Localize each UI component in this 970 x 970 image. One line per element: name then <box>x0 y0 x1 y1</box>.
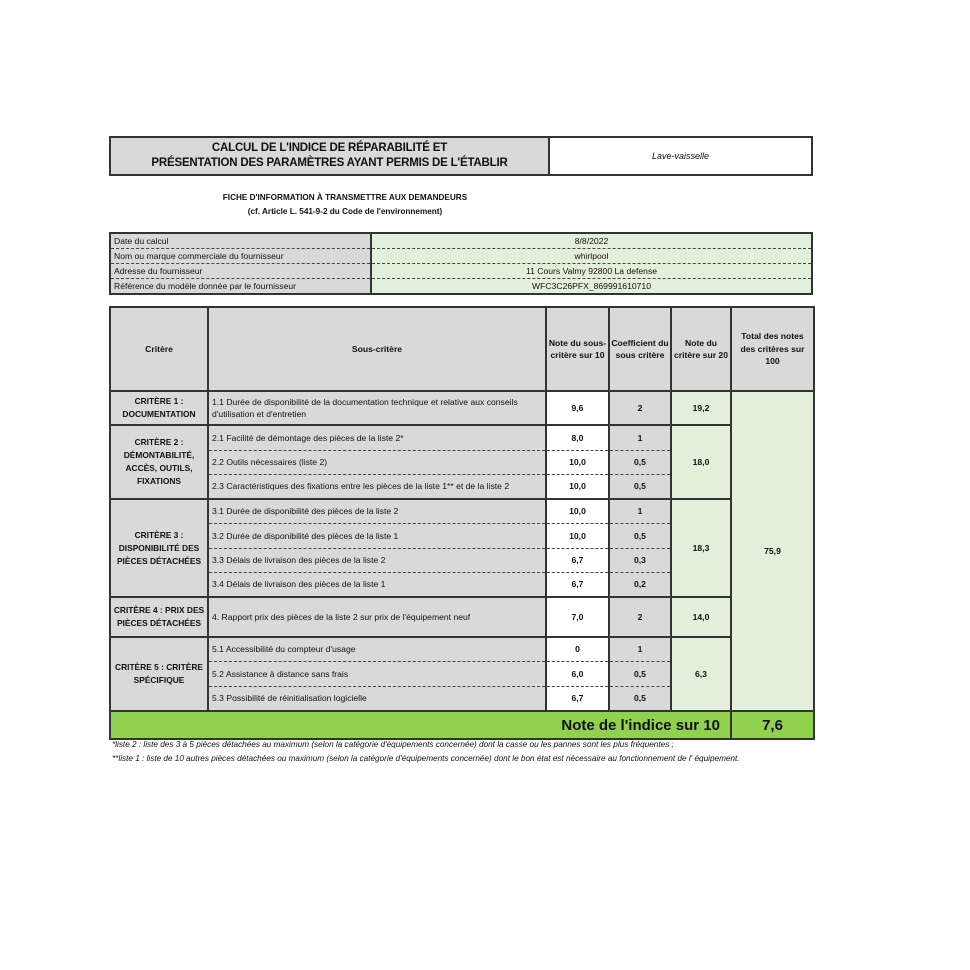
col-total: Total des notes des critères sur 100 <box>731 307 814 391</box>
col-sous-critere: Sous-critère <box>208 307 546 391</box>
sub-criterion-note: 10,0 <box>546 523 609 548</box>
info-value: whirlpool <box>371 249 812 264</box>
criterion-name: CRITÈRE 5 : CRITÈRE SPÉCIFIQUE <box>110 637 208 711</box>
sub-criterion-note: 6,0 <box>546 661 609 686</box>
criterion-score-20: 18,0 <box>671 425 731 499</box>
criterion-score-20: 19,2 <box>671 391 731 425</box>
info-label: Date du calcul <box>110 233 371 249</box>
info-value: 8/8/2022 <box>371 233 812 249</box>
sub-criterion-note: 6,7 <box>546 548 609 572</box>
sub-criterion-coefficient: 1 <box>609 637 671 661</box>
sub-criterion-label: 5.3 Possibilité de réinitialisation logicielle <box>208 686 546 711</box>
info-label: Nom ou marque commerciale du fournisseur <box>110 249 371 264</box>
subtitle-line-1: FICHE D'INFORMATION À TRANSMETTRE AUX DEMANDEURS <box>222 193 468 202</box>
table-header-row <box>110 307 814 391</box>
criterion-name: CRITÈRE 4 : PRIX DES PIÈCES DÉTACHÉES <box>110 597 208 637</box>
sub-criterion-label: 3.1 Durée de disponibilité des pièces de la liste 2 <box>208 499 546 523</box>
sub-criterion-label: 1.1 Durée de disponibilité de la documentation technique et relative aux conseils d'utilisation et d'entretien <box>208 391 546 425</box>
subtitle-line-2: (cf. Article L. 541-9-2 du Code de l'environnement) <box>247 207 443 216</box>
sub-criterion-label: 5.1 Accessibilité du compteur d'usage <box>208 637 546 661</box>
repairability-table <box>109 306 815 740</box>
sub-criterion-coefficient: 2 <box>609 597 671 637</box>
sub-criterion-note: 9,6 <box>546 391 609 425</box>
sub-criterion-note: 6,7 <box>546 572 609 597</box>
sub-criterion-coefficient: 0,5 <box>609 474 671 499</box>
info-value: WFC3C26PFX_869991610710 <box>371 279 812 295</box>
sub-criterion-note: 0 <box>546 637 609 661</box>
sub-criterion-label: 3.3 Délais de livraison des pièces de la liste 2 <box>208 548 546 572</box>
footnote-liste-1: **liste 1 : liste de 10 autres pièces détachées ou maximum (selon la catégorie d'équipements concernée) dont le bon état est nécessaire au fonctionnement de l' équipement. <box>112 753 740 763</box>
final-score-label: Note de l'indice sur 10 <box>110 711 731 739</box>
sub-criterion-coefficient: 0,5 <box>609 661 671 686</box>
sub-criterion-label: 2.2 Outils nécessaires (liste 2) <box>208 450 546 474</box>
sub-criterion-note: 6,7 <box>546 686 609 711</box>
supplier-info-table <box>109 232 813 295</box>
table-row <box>110 425 814 450</box>
sub-criterion-label: 5.2 Assistance à distance sans frais <box>208 661 546 686</box>
sub-criterion-coefficient: 0,5 <box>609 450 671 474</box>
sub-criterion-label: 2.1 Facilité de démontage des pièces de la liste 2* <box>208 425 546 450</box>
criterion-name: CRITÈRE 3 : DISPONIBILITÉ DES PIÈCES DÉTACHÉES <box>110 499 208 597</box>
info-value: 11 Cours Valmy 92800 La defense <box>371 264 812 279</box>
table-row <box>110 391 814 425</box>
title-line-2: PRÉSENTATION DES PARAMÈTRES AYANT PERMIS DE L'ÉTABLIR <box>151 157 508 169</box>
sub-criterion-label: 4. Rapport prix des pièces de la liste 2 sur prix de l'équipement neuf <box>208 597 546 637</box>
final-score-value: 7,6 <box>731 711 814 739</box>
criterion-score-20: 18,3 <box>671 499 731 597</box>
criterion-name: CRITÈRE 1 : DOCUMENTATION <box>110 391 208 425</box>
sub-criterion-label: 3.2 Durée de disponibilité des pièces de la liste 1 <box>208 523 546 548</box>
col-note-sous-critere: Note du sous-critère sur 10 <box>546 307 609 391</box>
sub-criterion-coefficient: 0,2 <box>609 572 671 597</box>
product-type: Lave-vaisselle <box>651 151 710 161</box>
sub-criterion-label: 2.3 Caractéristiques des fixations entre les pièces de la liste 1** et de la liste 2 <box>208 474 546 499</box>
criterion-name: CRITÈRE 2 : DÉMONTABILITÉ, ACCÈS, OUTILS, FIXATIONS <box>110 425 208 499</box>
footnote-liste-2: *liste 2 : liste des 3 à 5 pièces détachées au maximum (selon la catégorie d'équipements concernée) dont la casse ou les pannes sont les plus fréquentes ; <box>112 740 674 749</box>
table-row <box>110 597 814 637</box>
info-label: Référence du modèle donnée par le fournisseur <box>110 279 371 295</box>
final-score-row <box>110 711 814 739</box>
table-row <box>110 637 814 661</box>
criterion-score-20: 6,3 <box>671 637 731 711</box>
sub-criterion-coefficient: 1 <box>609 499 671 523</box>
sub-criterion-coefficient: 0,3 <box>609 548 671 572</box>
total-score-100: 75,9 <box>731 391 814 711</box>
title-line-1: CALCUL DE L'INDICE DE RÉPARABILITÉ ET <box>211 142 448 154</box>
title-box <box>109 136 813 176</box>
sub-criterion-coefficient: 2 <box>609 391 671 425</box>
info-row <box>110 264 812 279</box>
info-row <box>110 233 812 249</box>
col-critere: Critère <box>110 307 208 391</box>
sub-criterion-coefficient: 1 <box>609 425 671 450</box>
document-title <box>111 138 550 174</box>
sub-criterion-note: 7,0 <box>546 597 609 637</box>
footnotes <box>112 738 812 765</box>
sub-criterion-note: 10,0 <box>546 474 609 499</box>
col-coefficient: Coefficient du sous critère <box>609 307 671 391</box>
sub-criterion-note: 10,0 <box>546 499 609 523</box>
info-label: Adresse du fournisseur <box>110 264 371 279</box>
info-row <box>110 279 812 295</box>
sub-criterion-note: 10,0 <box>546 450 609 474</box>
info-row <box>110 249 812 264</box>
sub-criterion-note: 8,0 <box>546 425 609 450</box>
sub-criterion-coefficient: 0,5 <box>609 686 671 711</box>
criterion-score-20: 14,0 <box>671 597 731 637</box>
sub-criterion-coefficient: 0,5 <box>609 523 671 548</box>
table-row <box>110 499 814 523</box>
col-note-critere: Note du critère sur 20 <box>671 307 731 391</box>
sub-criterion-label: 3.4 Délais de livraison des pièces de la liste 1 <box>208 572 546 597</box>
